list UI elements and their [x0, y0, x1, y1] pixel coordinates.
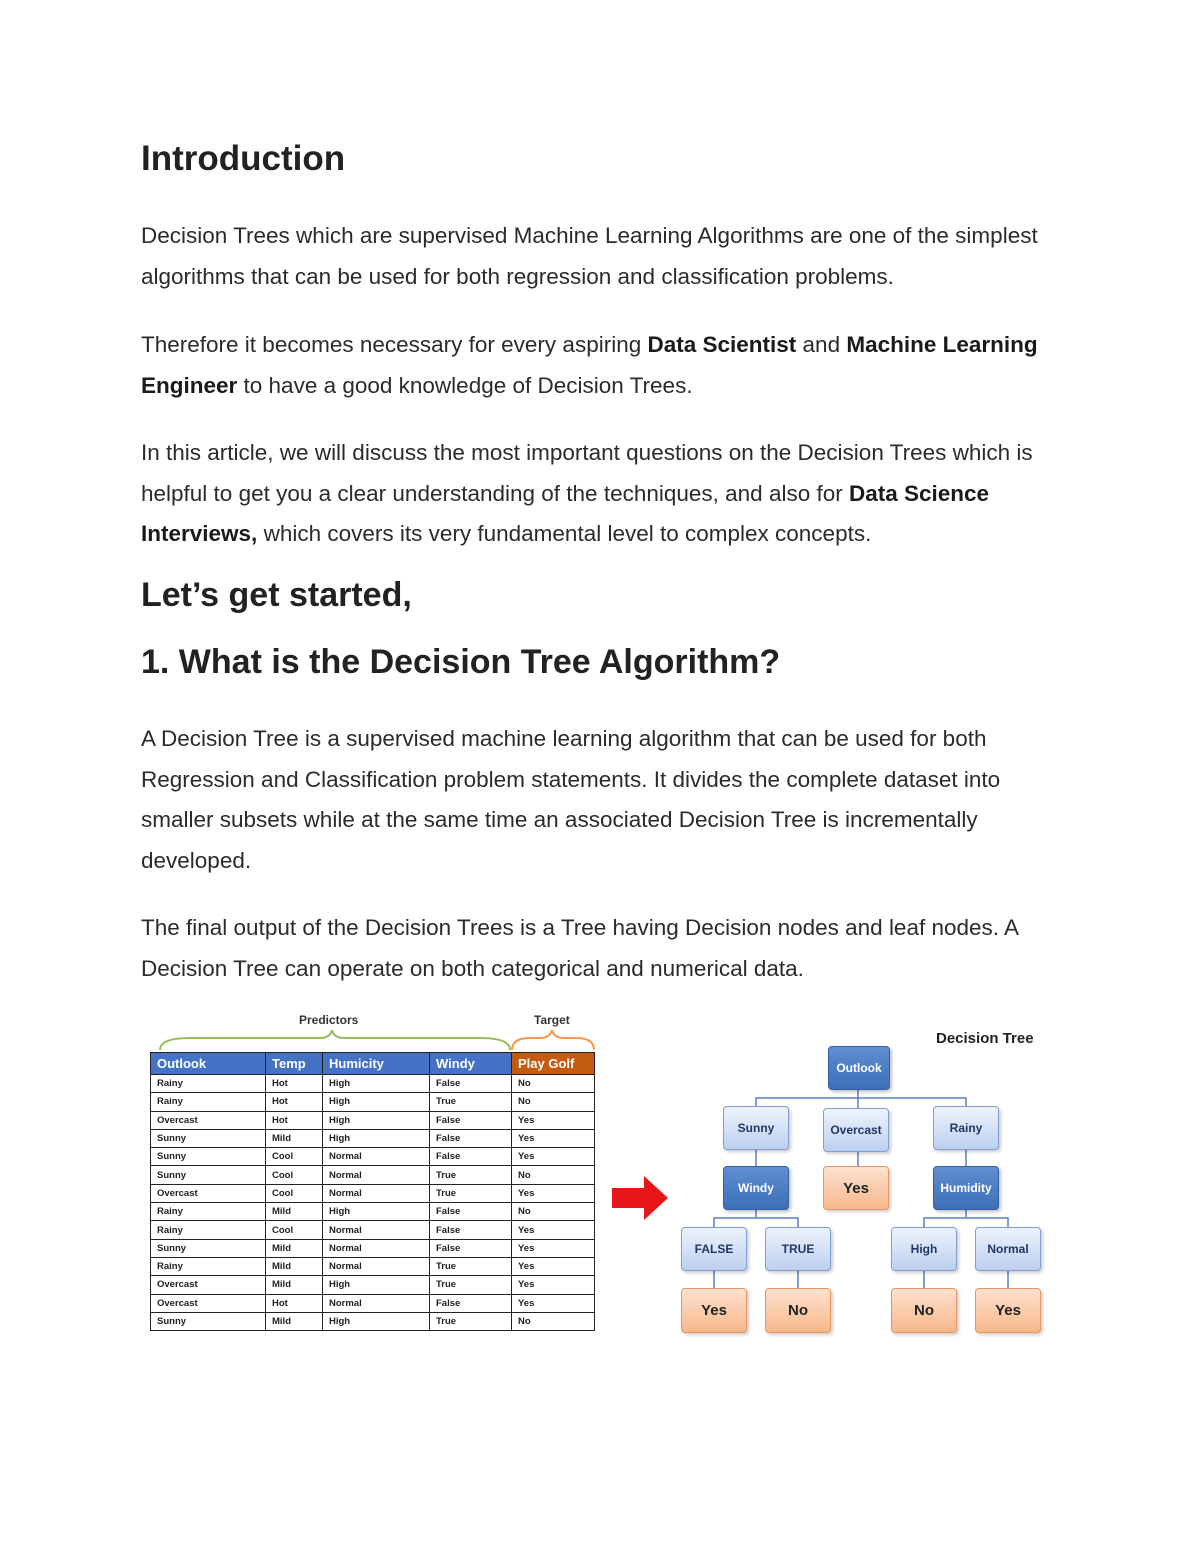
table-cell: No [512, 1203, 595, 1221]
p2-bold-data-scientist: Data Scientist [647, 332, 797, 357]
table-cell: Normal [323, 1184, 430, 1202]
table-cell: Normal [323, 1148, 430, 1166]
table-cell: Overcast [151, 1276, 266, 1294]
table-cell: Sunny [151, 1148, 266, 1166]
table-cell: Normal [323, 1257, 430, 1275]
table-cell: Cool [266, 1148, 323, 1166]
table-cell: No [512, 1166, 595, 1184]
table-cell: Hot [266, 1111, 323, 1129]
table-cell: Mild [266, 1312, 323, 1330]
tree-node-windy: Windy [723, 1166, 789, 1210]
table-cell: True [430, 1166, 512, 1184]
table-cell: Yes [512, 1111, 595, 1129]
table-cell: High [323, 1129, 430, 1147]
tree-node-humidity: Humidity [933, 1166, 999, 1210]
header-humicity: Humicity [323, 1053, 430, 1075]
introduction-heading: Introduction [141, 139, 346, 178]
table-cell: Cool [266, 1166, 323, 1184]
q1-paragraph-2: The final output of the Decision Trees is a Tree having Decision nodes and leaf nodes. A Decision Tree can operate on both categorical and numerical data. [141, 915, 1018, 981]
target-label: Target [534, 1013, 570, 1027]
table-cell: True [430, 1257, 512, 1275]
tree-node-rainy: Rainy [933, 1106, 999, 1150]
tree-node-high: High [891, 1227, 957, 1271]
p3-bold-ds-interviews: Data Science Interviews, [141, 480, 990, 547]
question-1-heading: 1. What is the Decision Tree Algorithm? [141, 643, 781, 681]
tree-node-sunny: Sunny [723, 1106, 789, 1150]
decision-tree-title: Decision Tree [936, 1030, 1034, 1047]
header-play-golf: Play Golf [512, 1053, 595, 1075]
table-cell: False [430, 1221, 512, 1239]
predictors-label: Predictors [299, 1013, 359, 1027]
table-cell: True [430, 1093, 512, 1111]
table-cell: False [430, 1148, 512, 1166]
table-cell: High [323, 1276, 430, 1294]
tree-node-true: TRUE [765, 1227, 831, 1271]
intro-paragraph-1: Decision Trees which are supervised Machine Learning Algorithms are one of the simplest algorithms that can be used for both regression and classification problems. [141, 223, 1038, 289]
table-cell: Mild [266, 1129, 323, 1147]
table-cell: Yes [512, 1294, 595, 1312]
table-cell: False [430, 1075, 512, 1093]
lets-get-started-heading: Let’s get started, [141, 576, 412, 614]
table-cell: False [430, 1111, 512, 1129]
tree-leaf-high-no: No [891, 1288, 957, 1333]
table-cell: Sunny [151, 1239, 266, 1257]
table-cell: No [512, 1093, 595, 1111]
tree-node-overcast: Overcast [823, 1108, 889, 1152]
decision-tree-figure [0, 1000, 1200, 1350]
table-cell: False [430, 1239, 512, 1257]
table-cell: Hot [266, 1093, 323, 1111]
table-cell: Mild [266, 1203, 323, 1221]
table-cell: High [323, 1203, 430, 1221]
intro-paragraph-3 [141, 433, 1051, 555]
table-cell: Rainy [151, 1203, 266, 1221]
tree-leaf-false-yes: Yes [681, 1288, 747, 1333]
table-cell: Yes [512, 1129, 595, 1147]
p3-text-c: which covers its very fundamental level to complex concepts. [257, 521, 872, 547]
table-cell: Cool [266, 1221, 323, 1239]
table-cell: Yes [512, 1276, 595, 1294]
table-cell: Overcast [151, 1184, 266, 1202]
table-cell: Yes [512, 1239, 595, 1257]
table-cell: Normal [323, 1166, 430, 1184]
table-cell: No [512, 1312, 595, 1330]
table-cell: High [323, 1075, 430, 1093]
table-cell: Cool [266, 1184, 323, 1202]
q1-paragraph-1: A Decision Tree is a supervised machine learning algorithm that can be used for both Regression and Classification problem statements. It divides the complete dataset into smaller subsets while at the same time an associated Decision Tree is incrementally developed. [141, 726, 1001, 873]
p2-text-a: Therefore it becomes necessary for every aspiring [141, 332, 648, 357]
table-cell: False [430, 1203, 512, 1221]
table-cell: Normal [323, 1239, 430, 1257]
intro-paragraph-2 [141, 325, 1051, 406]
table-cell: High [323, 1312, 430, 1330]
tree-node-normal: Normal [975, 1227, 1041, 1271]
table-cell: True [430, 1312, 512, 1330]
header-outlook: Outlook [151, 1053, 266, 1075]
table-cell: Sunny [151, 1166, 266, 1184]
table-cell: Rainy [151, 1257, 266, 1275]
table-cell: True [430, 1184, 512, 1202]
p2-text-c: and [796, 332, 847, 357]
table-cell: Rainy [151, 1075, 266, 1093]
table-cell: Hot [266, 1075, 323, 1093]
table-cell: Yes [512, 1184, 595, 1202]
tree-node-false: FALSE [681, 1227, 747, 1271]
table-cell: Yes [512, 1221, 595, 1239]
table-cell: Normal [323, 1294, 430, 1312]
tree-node-outlook: Outlook [828, 1046, 890, 1090]
table-cell: False [430, 1294, 512, 1312]
table-cell: Mild [266, 1239, 323, 1257]
table-cell: False [430, 1129, 512, 1147]
table-cell: Overcast [151, 1294, 266, 1312]
table-cell: Rainy [151, 1221, 266, 1239]
p3-text-a: In this article, we will discuss the most important questions on the Decision Trees which is helpful to get you a clear understanding of the techniques, and also for [141, 440, 1033, 506]
table-cell: Sunny [151, 1129, 266, 1147]
table-cell: True [430, 1276, 512, 1294]
header-windy: Windy [430, 1053, 512, 1075]
table-cell: No [512, 1075, 595, 1093]
table-cell: Hot [266, 1294, 323, 1312]
table-cell: High [323, 1111, 430, 1129]
p2-text-e: to have a good knowledge of Decision Trees. [237, 372, 693, 398]
table-cell: Mild [266, 1257, 323, 1275]
table-cell: Yes [512, 1257, 595, 1275]
p2-bold-ml-engineer: Machine Learning Engineer [141, 332, 1038, 398]
table-cell: Normal [323, 1221, 430, 1239]
table-cell: Sunny [151, 1312, 266, 1330]
header-temp: Temp [266, 1053, 323, 1075]
tree-leaf-overcast-yes: Yes [823, 1166, 889, 1210]
table-cell: Overcast [151, 1111, 266, 1129]
table-cell: High [323, 1093, 430, 1111]
table-cell: Rainy [151, 1093, 266, 1111]
table-cell: Yes [512, 1148, 595, 1166]
table-cell: Mild [266, 1276, 323, 1294]
tree-leaf-true-no: No [765, 1288, 831, 1333]
tree-leaf-normal-yes: Yes [975, 1288, 1041, 1333]
